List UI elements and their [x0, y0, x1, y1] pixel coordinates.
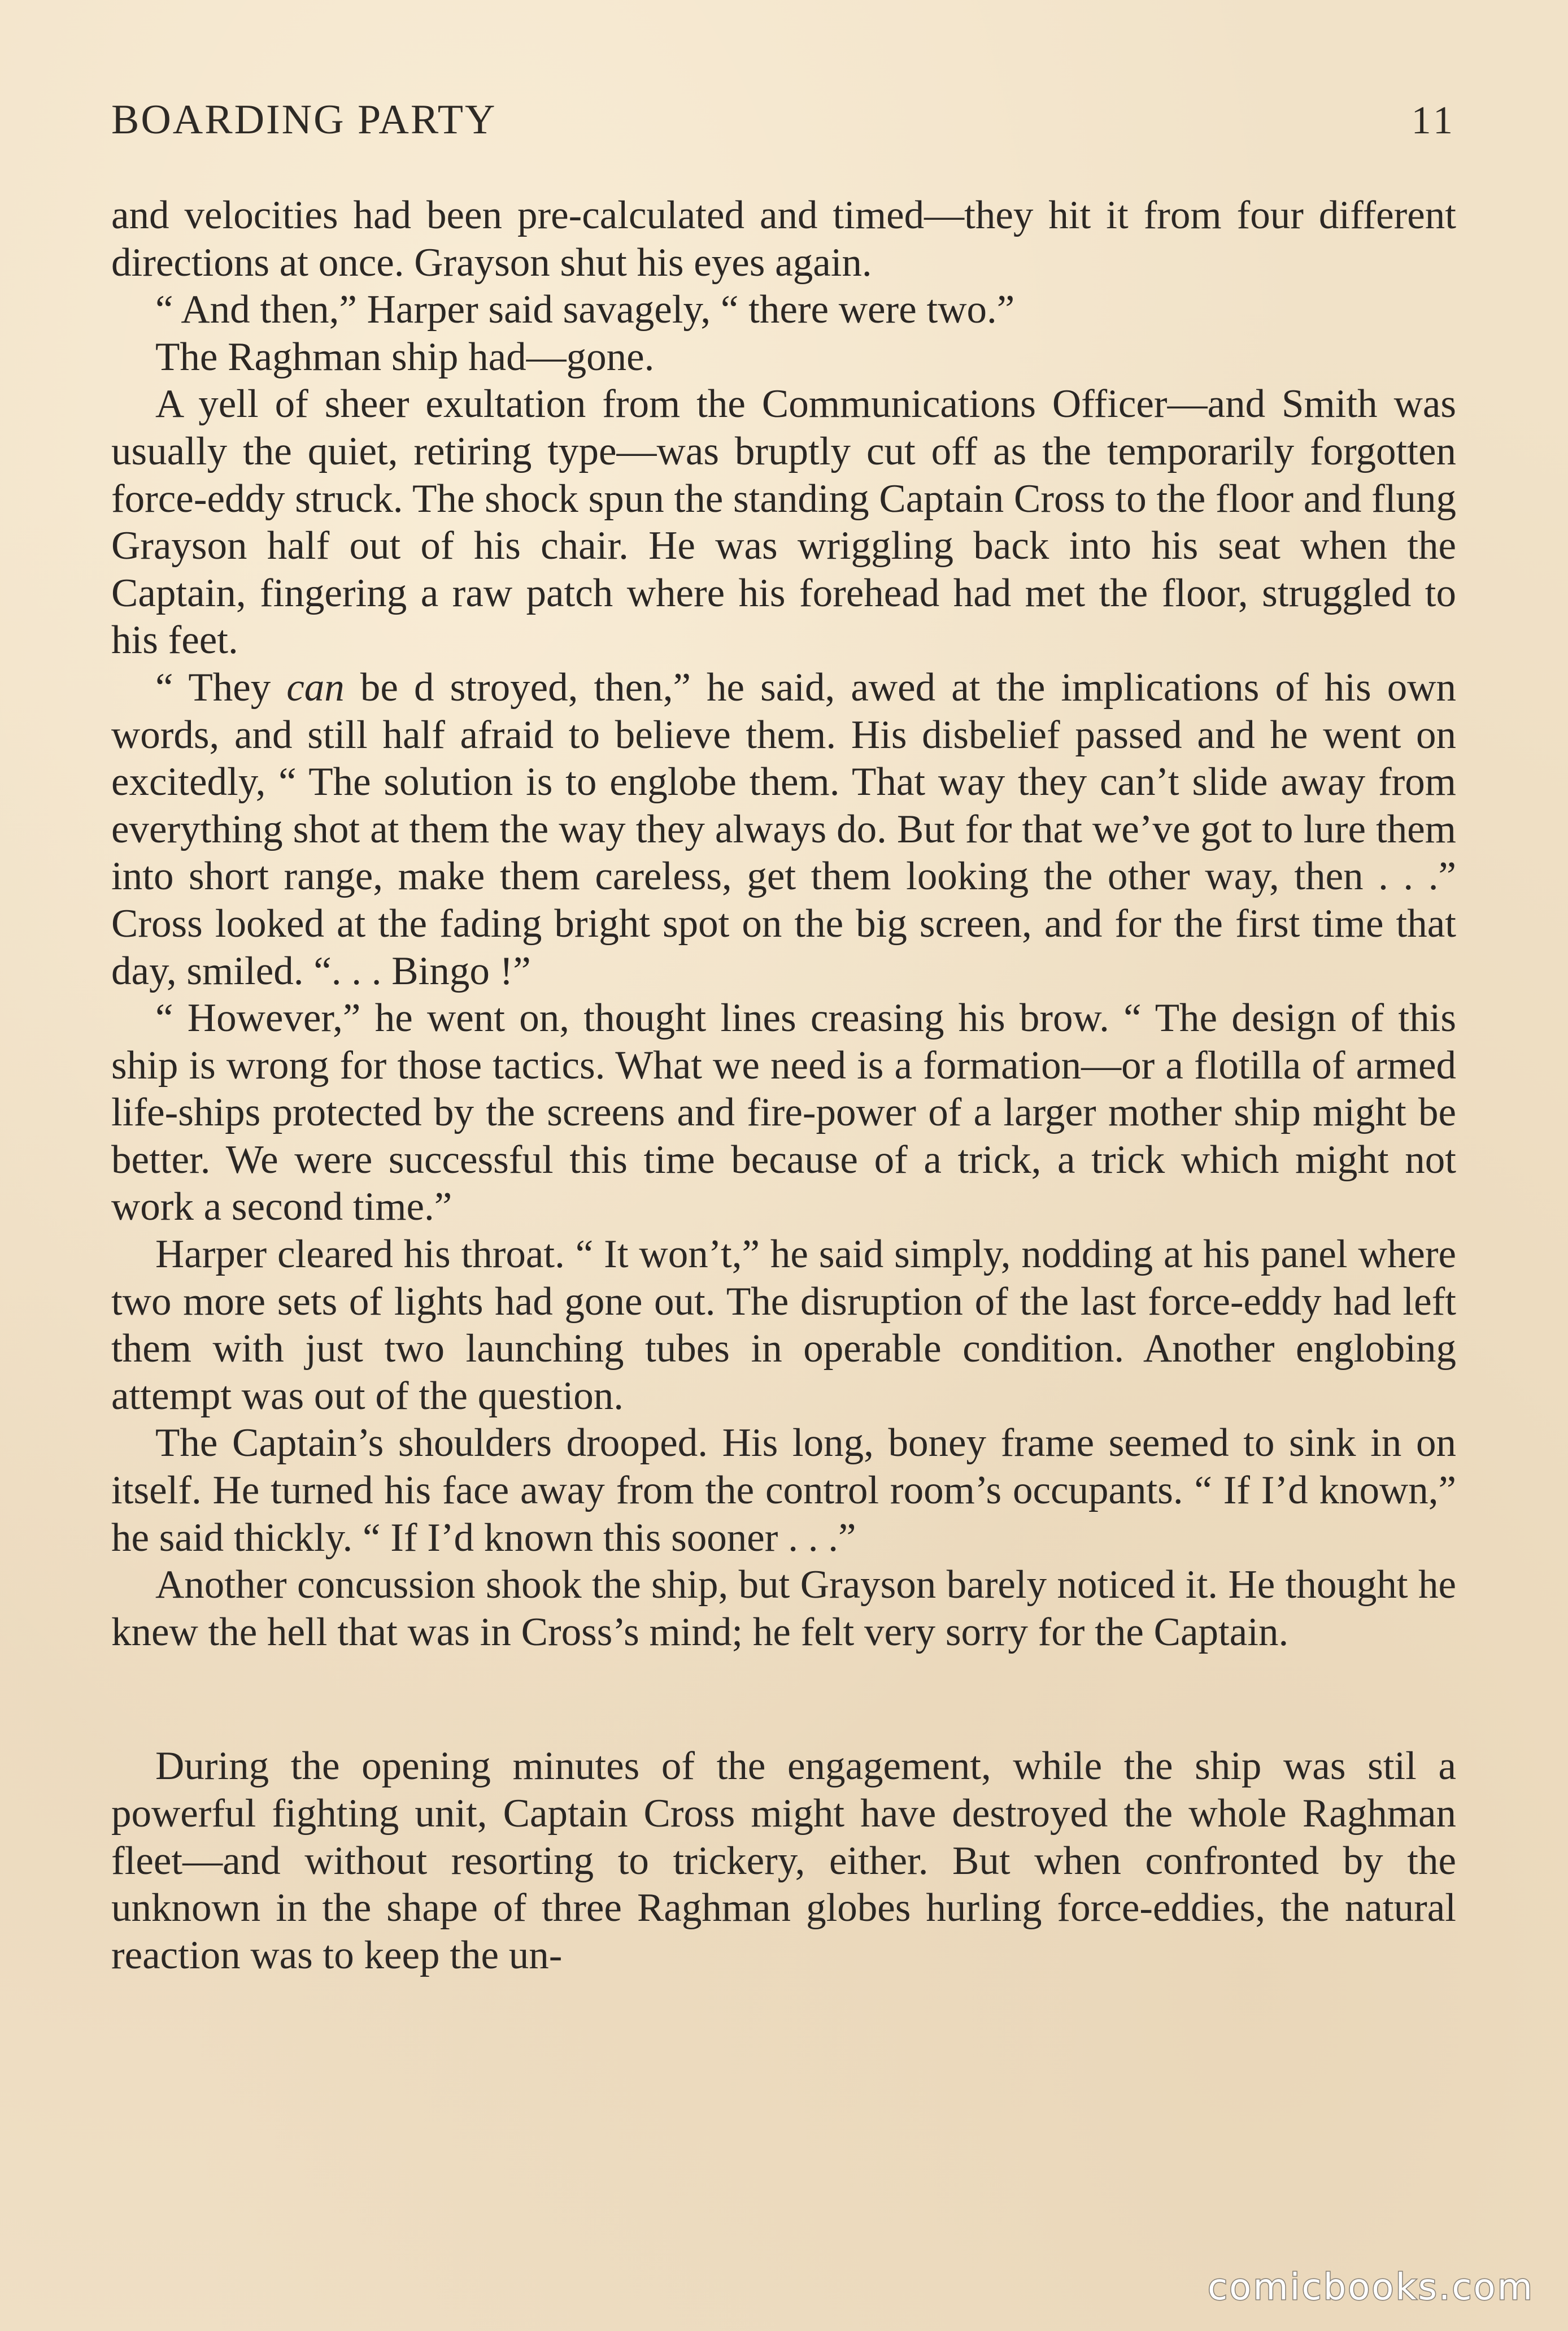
- paragraph: “ And then,” Harper said savagely, “ there were two.”: [155, 288, 1015, 332]
- paragraph: The Raghman ship had—gone.: [155, 334, 655, 379]
- paragraph: [111, 664, 1456, 995]
- paragraph: During the opening minutes of the engagement, while the ship was stil a powerful fighting unit, Captain Cross might have destroyed the whole Raghman fleet—and without resorting to trickery, either. But when confronted by the unknown in the shape of three Raghman globes hurling force-eddies, the natural reaction was to keep the un-: [111, 1744, 1456, 1977]
- paragraph: Harper cleared his throat. “ It won’t,” he said simply, nodding at his panel where two more sets of lights had gone out. The disruption of the last force-eddy had left them with just two launching tubes in operable condition. Another englobing attempt was out of the question.: [111, 1232, 1456, 1418]
- running-head: [111, 96, 1456, 153]
- body-text: [111, 192, 1456, 1979]
- paragraph: Another concussion shook the ship, but Grayson barely noticed it. He thought he knew the hell that was in Cross’s mind; he felt very sorry for the Captain.: [111, 1563, 1456, 1654]
- paragraph: “ However,” he went on, thought lines creasing his brow. “ The design of this ship is wrong for those tactics. What we need is a formation—or a flotilla of armed life-ships protected by the screens and fire-power of a larger mother ship might be better. We were successful this time because of a trick, a trick which might not work a second time.”: [111, 996, 1456, 1229]
- chapter-title: BOARDING PARTY: [111, 97, 497, 143]
- paragraph: A yell of sheer exultation from the Communications Officer—and Smith was usually the quiet, retiring type—was bruptly cut off as the temporarily forgotten force-eddy struck. The shock spun the standing Captain Cross to the floor and flung Grayson half out of his chair. He was wriggling back into his seat when the Captain, fingering a raw patch where his forehead had met the floor, struggled to his feet.: [111, 382, 1456, 663]
- paragraph-text: “ They: [155, 665, 287, 710]
- paragraph: The Captain’s shoulders drooped. His long, boney frame seemed to sink in on itself. He turned his face away from the control room’s occupants. “ If I’d known,” he said thickly. “ If I’d known this sooner . . .”: [111, 1421, 1456, 1560]
- paragraph-text: be d stroyed, then,” he said, awed at the implications of his own words, and still half afraid to believe them. His disbelief passed and he went on excitedly, “ The solution is to englobe them. That way they can’t slide away from everything shot at them the way they always do. But for that we’ve got to lure them into short range, make them careless, get them looking the other way, then . . .” Cross looked at the fading bright spot on the big screen, and for the first time that day, smiled. “. . . Bingo !”: [111, 665, 1456, 993]
- watermark: comicbooks.com: [1207, 2267, 1534, 2308]
- page-number: 11: [1411, 99, 1456, 142]
- emphasized-word: can: [286, 665, 345, 710]
- paragraph: and velocities had been pre-calculated and timed—they hit it from four different directions at once. Grayson shut his eyes again.: [111, 193, 1456, 285]
